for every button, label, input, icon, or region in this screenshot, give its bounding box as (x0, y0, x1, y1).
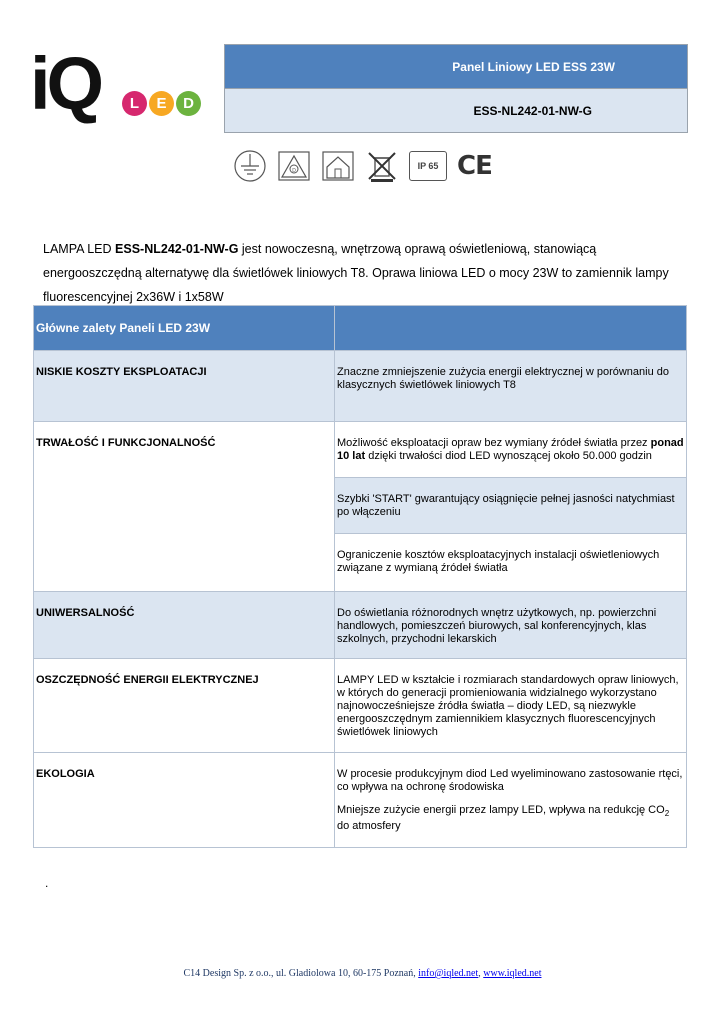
product-code: ESS-NL242-01-NW-G (225, 89, 688, 133)
table-row (34, 659, 687, 753)
row-text: Do oświetlania różnorodnych wnętrz użytkowych, np. powierzchni handlowych, pomieszczeń biurowych, sal konferencyjnych, klas szkolnych, przychodni lekarskich (335, 592, 687, 659)
row-label: UNIWERSALNOŚĆ (34, 592, 335, 659)
certification-icons (233, 148, 492, 184)
row-text: Szybki 'START' gwarantujący osiągnięcie pełnej jasności natychmiast po włączeniu (335, 478, 687, 534)
table-row (34, 753, 687, 848)
table-header-empty (335, 306, 687, 351)
row-text: LAMPY LED w kształcie i rozmiarach standardowych opraw liniowych, w których do generacji promieniowania widzialnego wykorzystano najnowocześniejsze źródła światła – diody LED, są niezwykle energooszczędnym zamiennikiem klasycznych fluorescencyjnych świetlówek liniowych (335, 659, 687, 753)
logo-letter-d: D (176, 91, 201, 116)
row-text-line: W procesie produkcyjnym diod Led wyeliminowano zastosowanie rtęci, co wpływa na ochronę środowiska (337, 768, 683, 793)
ip65-label: IP 65 (417, 161, 439, 171)
product-title: Panel Liniowy LED ESS 23W (225, 45, 688, 89)
logo-letter-l: L (122, 91, 147, 116)
row-text (335, 422, 687, 478)
row-text: Znaczne zmniejszenie zużycia energii elektrycznej w porównaniu do klasycznych świetlówek liniowych T8 (335, 351, 687, 422)
intro-prefix: LAMPA LED (43, 242, 116, 256)
row-label: TRWAŁOŚĆ I FUNKCJONALNOŚĆ (34, 422, 335, 592)
logo-letter-e: E (149, 91, 174, 116)
row-text-line (337, 804, 684, 833)
row-label: NISKIE KOSZTY EKSPLOATACJI (34, 351, 335, 422)
advantages-table (33, 305, 687, 848)
no-trash-bin-icon (365, 149, 399, 183)
ce-mark-label: CE (457, 151, 492, 181)
row-text (335, 753, 687, 848)
row-text-part: Możliwość eksploatacji opraw bez wymiany źródeł światła przez (337, 437, 651, 449)
footer-company: C14 Design Sp. z o.o., ul. Gladiolowa 10, 60-175 Poznań, (183, 968, 419, 979)
ip65-icon (409, 151, 447, 181)
svg-text:D: D (292, 168, 296, 174)
table-row (34, 422, 687, 478)
footer-email-link[interactable]: info@iqled.net (418, 968, 479, 979)
iqled-logo (30, 42, 205, 125)
footer-website-link[interactable]: www.iqled.net (483, 968, 542, 979)
intro-body: jest nowoczesną, wnętrzową oprawą oświetleniową, stanowiącą energooszczędną alternatywę dla świetlówek liniowych T8. Oprawa liniowa LED o mocy 23W to zamiennik lampy fluorescencyjnej 2x36W i 1x58W (43, 242, 669, 304)
row-text-part: dzięki trwałości diod LED wynoszącej około 50.000 godzin (365, 450, 652, 462)
row-text: Ograniczenie kosztów eksploatacyjnych instalacji oświetleniowych związane z wymianą źródeł światła (335, 534, 687, 592)
row-label: OSZCZĘDNOŚĆ ENERGII ELEKTRYCZNEJ (34, 659, 335, 753)
table-row (34, 351, 687, 422)
header-table (224, 44, 688, 133)
earth-ground-icon (233, 149, 267, 183)
fire-safety-icon (277, 149, 311, 183)
row-label: EKOLOGIA (34, 753, 335, 848)
logo-iq-text: iQ (30, 42, 101, 125)
row-text-part: Mniejsze zużycie energii przez lampy LED, wpływa na redukcję CO (337, 804, 665, 816)
row-text-part: do atmosfery (337, 820, 401, 833)
intro-paragraph (43, 237, 673, 309)
intro-product-code: ESS-NL242-01-NW-G (115, 242, 239, 256)
table-header-cell: Główne zalety Paneli LED 23W (34, 306, 335, 351)
stray-dot: . (45, 876, 49, 890)
row-text-subscript: 2 (664, 809, 670, 819)
footer (0, 968, 725, 979)
ce-mark-icon (457, 151, 492, 181)
table-row (34, 592, 687, 659)
footer-separator: , (478, 968, 484, 979)
indoor-use-icon (321, 149, 355, 183)
table-header-row (34, 306, 687, 351)
row-text-bold: ponad 10 lat (337, 437, 684, 462)
